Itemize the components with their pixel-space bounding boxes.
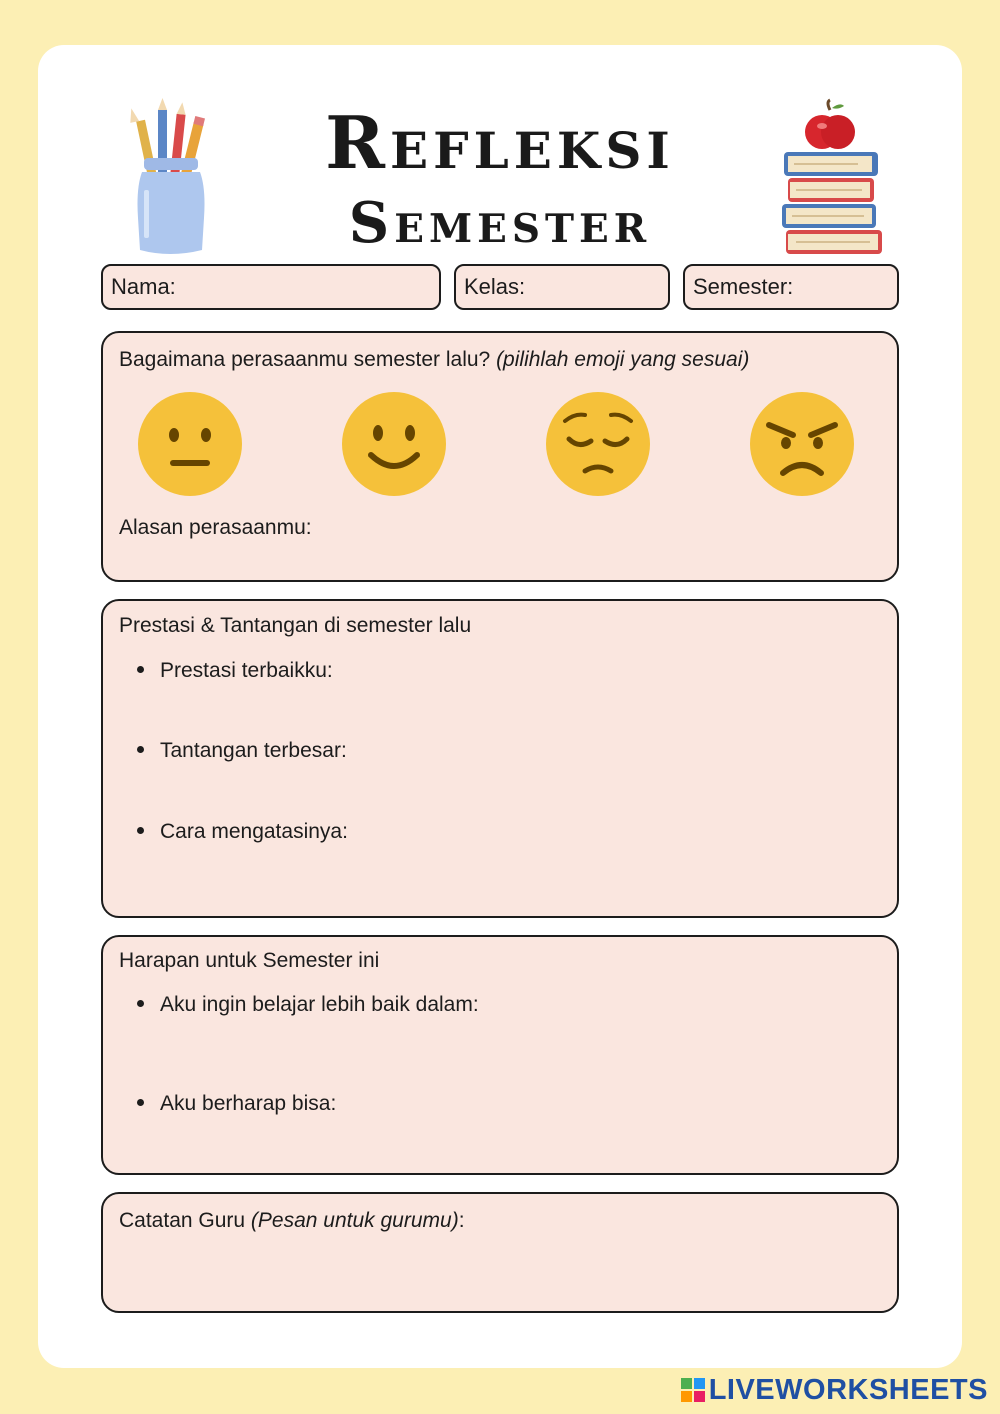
semester-field[interactable] [683, 264, 899, 310]
name-field[interactable] [101, 264, 441, 310]
semester-field-label: Semester: [693, 274, 794, 299]
class-field[interactable] [454, 264, 670, 310]
books-apple-icon [778, 98, 882, 256]
feelings-hint: (pilihlah emoji yang sesuai) [496, 348, 750, 371]
hopes-panel [101, 935, 899, 1175]
list-item-how-to-overcome: Cara mengatasinya: [137, 819, 348, 845]
page-subtitle: Semester [348, 190, 652, 256]
feelings-question [119, 347, 749, 373]
list-item-biggest-challenge: Tantangan terbesar: [137, 738, 347, 764]
hopes-title: Harapan untuk Semester ini [119, 949, 380, 972]
list-item-learn-better: Aku ingin belajar lebih baik dalam: [137, 992, 479, 1018]
achievements-panel [101, 599, 899, 918]
liveworksheets-wordmark: LIVEWORKSHEETS [708, 1373, 988, 1406]
angry-face-icon[interactable] [749, 391, 855, 497]
pensive-face-icon[interactable] [545, 391, 651, 497]
pencil-jar-icon [130, 98, 212, 260]
achievements-title: Prestasi & Tantangan di semester lalu [119, 614, 472, 637]
liveworksheets-logo-icon [681, 1378, 705, 1402]
teacher-note-title: Catatan Guru [119, 1209, 246, 1232]
class-field-label: Kelas: [464, 274, 526, 299]
liveworksheets-brand[interactable] [681, 1374, 988, 1406]
neutral-face-icon[interactable] [137, 391, 243, 497]
page-title: Refleksi [325, 100, 675, 185]
teacher-note-label [119, 1208, 465, 1234]
list-item-hope-to: Aku berharap bisa: [137, 1091, 336, 1117]
teacher-note-panel [101, 1192, 899, 1313]
teacher-note-hint: (Pesan untuk gurumu) [250, 1209, 459, 1232]
feelings-question-text: Bagaimana perasaanmu semester lalu? [119, 348, 491, 371]
smiling-face-icon[interactable] [341, 391, 447, 497]
feelings-reason-label: Alasan perasaanmu: [119, 516, 312, 539]
list-item-best-achievement: Prestasi terbaikku: [137, 658, 333, 684]
feelings-panel [101, 331, 899, 582]
name-field-label: Nama: [111, 274, 176, 299]
teacher-note-suffix: : [458, 1209, 465, 1232]
